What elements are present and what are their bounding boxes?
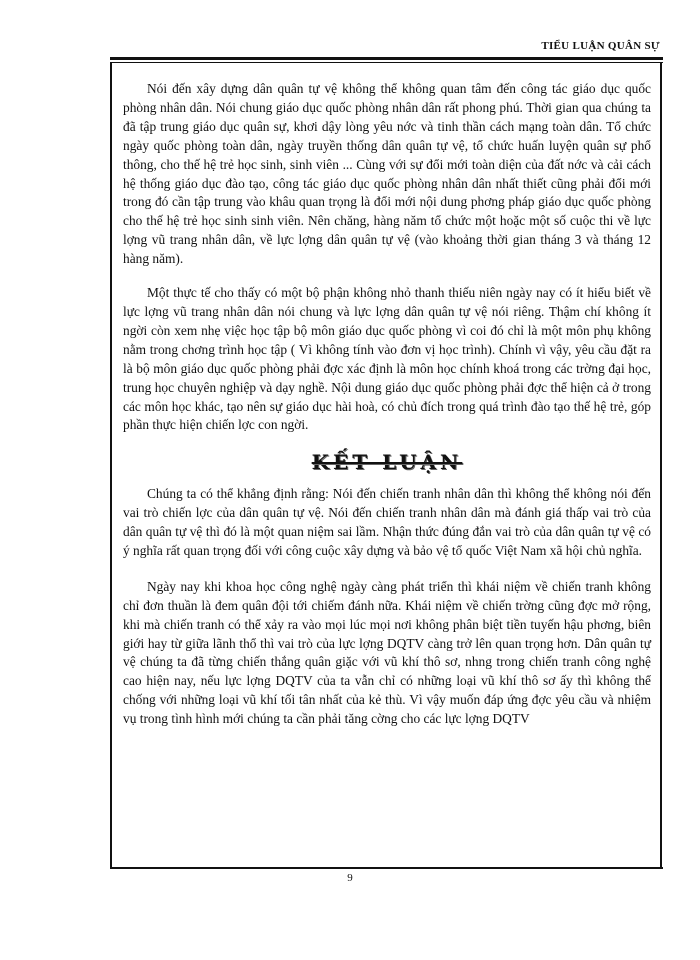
- paragraph-2: Một thực tế cho thấy có một bộ phận không nhỏ thanh thiếu niên ngày nay có ít hiểu biết về lực lợng vũ trang nhân dân nói chung và lực lợng dân quân tự vệ nói riêng. Thậm chí không ít ngời còn xem nhẹ việc học tập bộ môn giáo dục quốc phòng vì coi đó chỉ là một môn phụ không nằm trong chơng trình học tập ( Vì không tính vào đơn vị học trình). Chính vì vậy, yêu cầu đặt ra là bộ môn giáo dục quốc phòng phải đợc xác định là môn học chính khoá trong các trờng đại học, trung học chuyên nghiệp và dạy nghề. Nội dung giáo dục quốc phòng phải đợc thể hiện cả ở trong các môn học khác, tạo nên sự giáo dục hài hoà, có chủ đích trong quá trình đào tạo thế hệ trẻ, góp phần thực hiện chiến lợc con ngời.: [123, 285, 651, 433]
- paragraph-1: Nói đến xây dựng dân quân tự vệ không thể không quan tâm đến công tác giáo dục quốc phòng nhân dân. Nói chung giáo dục quốc phòng nhân dân rất phong phú. Thời gian qua chúng ta đã tập trung giáo dục quân sự, khơi dậy lòng yêu nớc và tinh thần cách mạng toàn dân. Tổ chức ngày quốc phòng toàn dân, ngày truyền thống dân quân tự vệ, tổ chức huấn luyện quân sự phổ thông, cho thế hệ trẻ học sinh, sinh viên ... Cùng với sự đổi mới toàn diện của đất nớc và cải cách hệ thống giáo dục đào tạo, công tác giáo dục quốc phòng nhân dân nhất thiết cũng phải đổi mới trong đó cần tập trung vào khâu quan trọng là đổi mới nội dung phơng pháp giáo dục quốc phòng cho thế hệ trẻ học sinh sinh viên. Nên chăng, hàng năm tổ chức một hoặc một số cuộc thi về lực lợng vũ trang nhân dân, về lực lợng dân quân tự vệ (vào khoảng thời gian tháng 3 và tháng 12 hàng năm).: [123, 81, 651, 267]
- paragraph-3: Chúng ta có thể khẳng định rằng: Nói đến chiến tranh nhân dân thì không thể không nói đến vai trò chiến lợc của dân quân tự vệ. Nói đến chiến tranh nhân dân mà đánh giá thấp vai trò của dân quân tự vệ thì đó là một quan niệm sai lầm. Nhận thức đúng đắn vai trò của dân quân tự vệ có ý nghĩa rất quan trọng đối với công cuộc xây dựng và bảo vệ tổ quốc Việt Nam xã hội chủ nghĩa.: [123, 486, 651, 558]
- section-heading: [123, 450, 651, 475]
- page-number: 9: [347, 872, 353, 884]
- running-header: TIỂU LUẬN QUÂN SỰ: [541, 40, 660, 52]
- section-heading-text: KẾT LUẬN: [311, 450, 463, 475]
- body-text: [123, 80, 651, 729]
- footer-rule: [110, 867, 663, 869]
- paragraph-4: Ngày nay khi khoa học công nghệ ngày càng phát triển thì khái niệm về chiến tranh không chỉ đơn thuần là đem quân đội tới chiếm đánh nữa. Khái niệm về chiến trờng cũng đợc mở rộng, khi mà chiến tranh có thể xảy ra vào mọi lúc mọi nơi không phân biệt tiền tuyến hậu phơng, biên giới hay từ giữa lãnh thổ thì vai trò của lực lợng DQTV càng trở lên quan trọng hơn. Dân quân tự vệ chúng ta đã từng chiến thắng quân giặc với vũ khí thô sơ, nhng trong chiến tranh công nghệ cao hiện nay, nếu lực lợng DQTV của ta vẫn chỉ có những loại vũ khí thô sơ ấy thì không thể chống với những loại vũ khí tối tân nhất của kẻ thù. Vì vậy muốn đáp ứng đợc yêu cầu và nhiệm vụ trong tình hình mới chúng ta cần phải tăng cờng cho các lực lợng DQTV: [123, 578, 651, 727]
- header-rule: [110, 57, 663, 60]
